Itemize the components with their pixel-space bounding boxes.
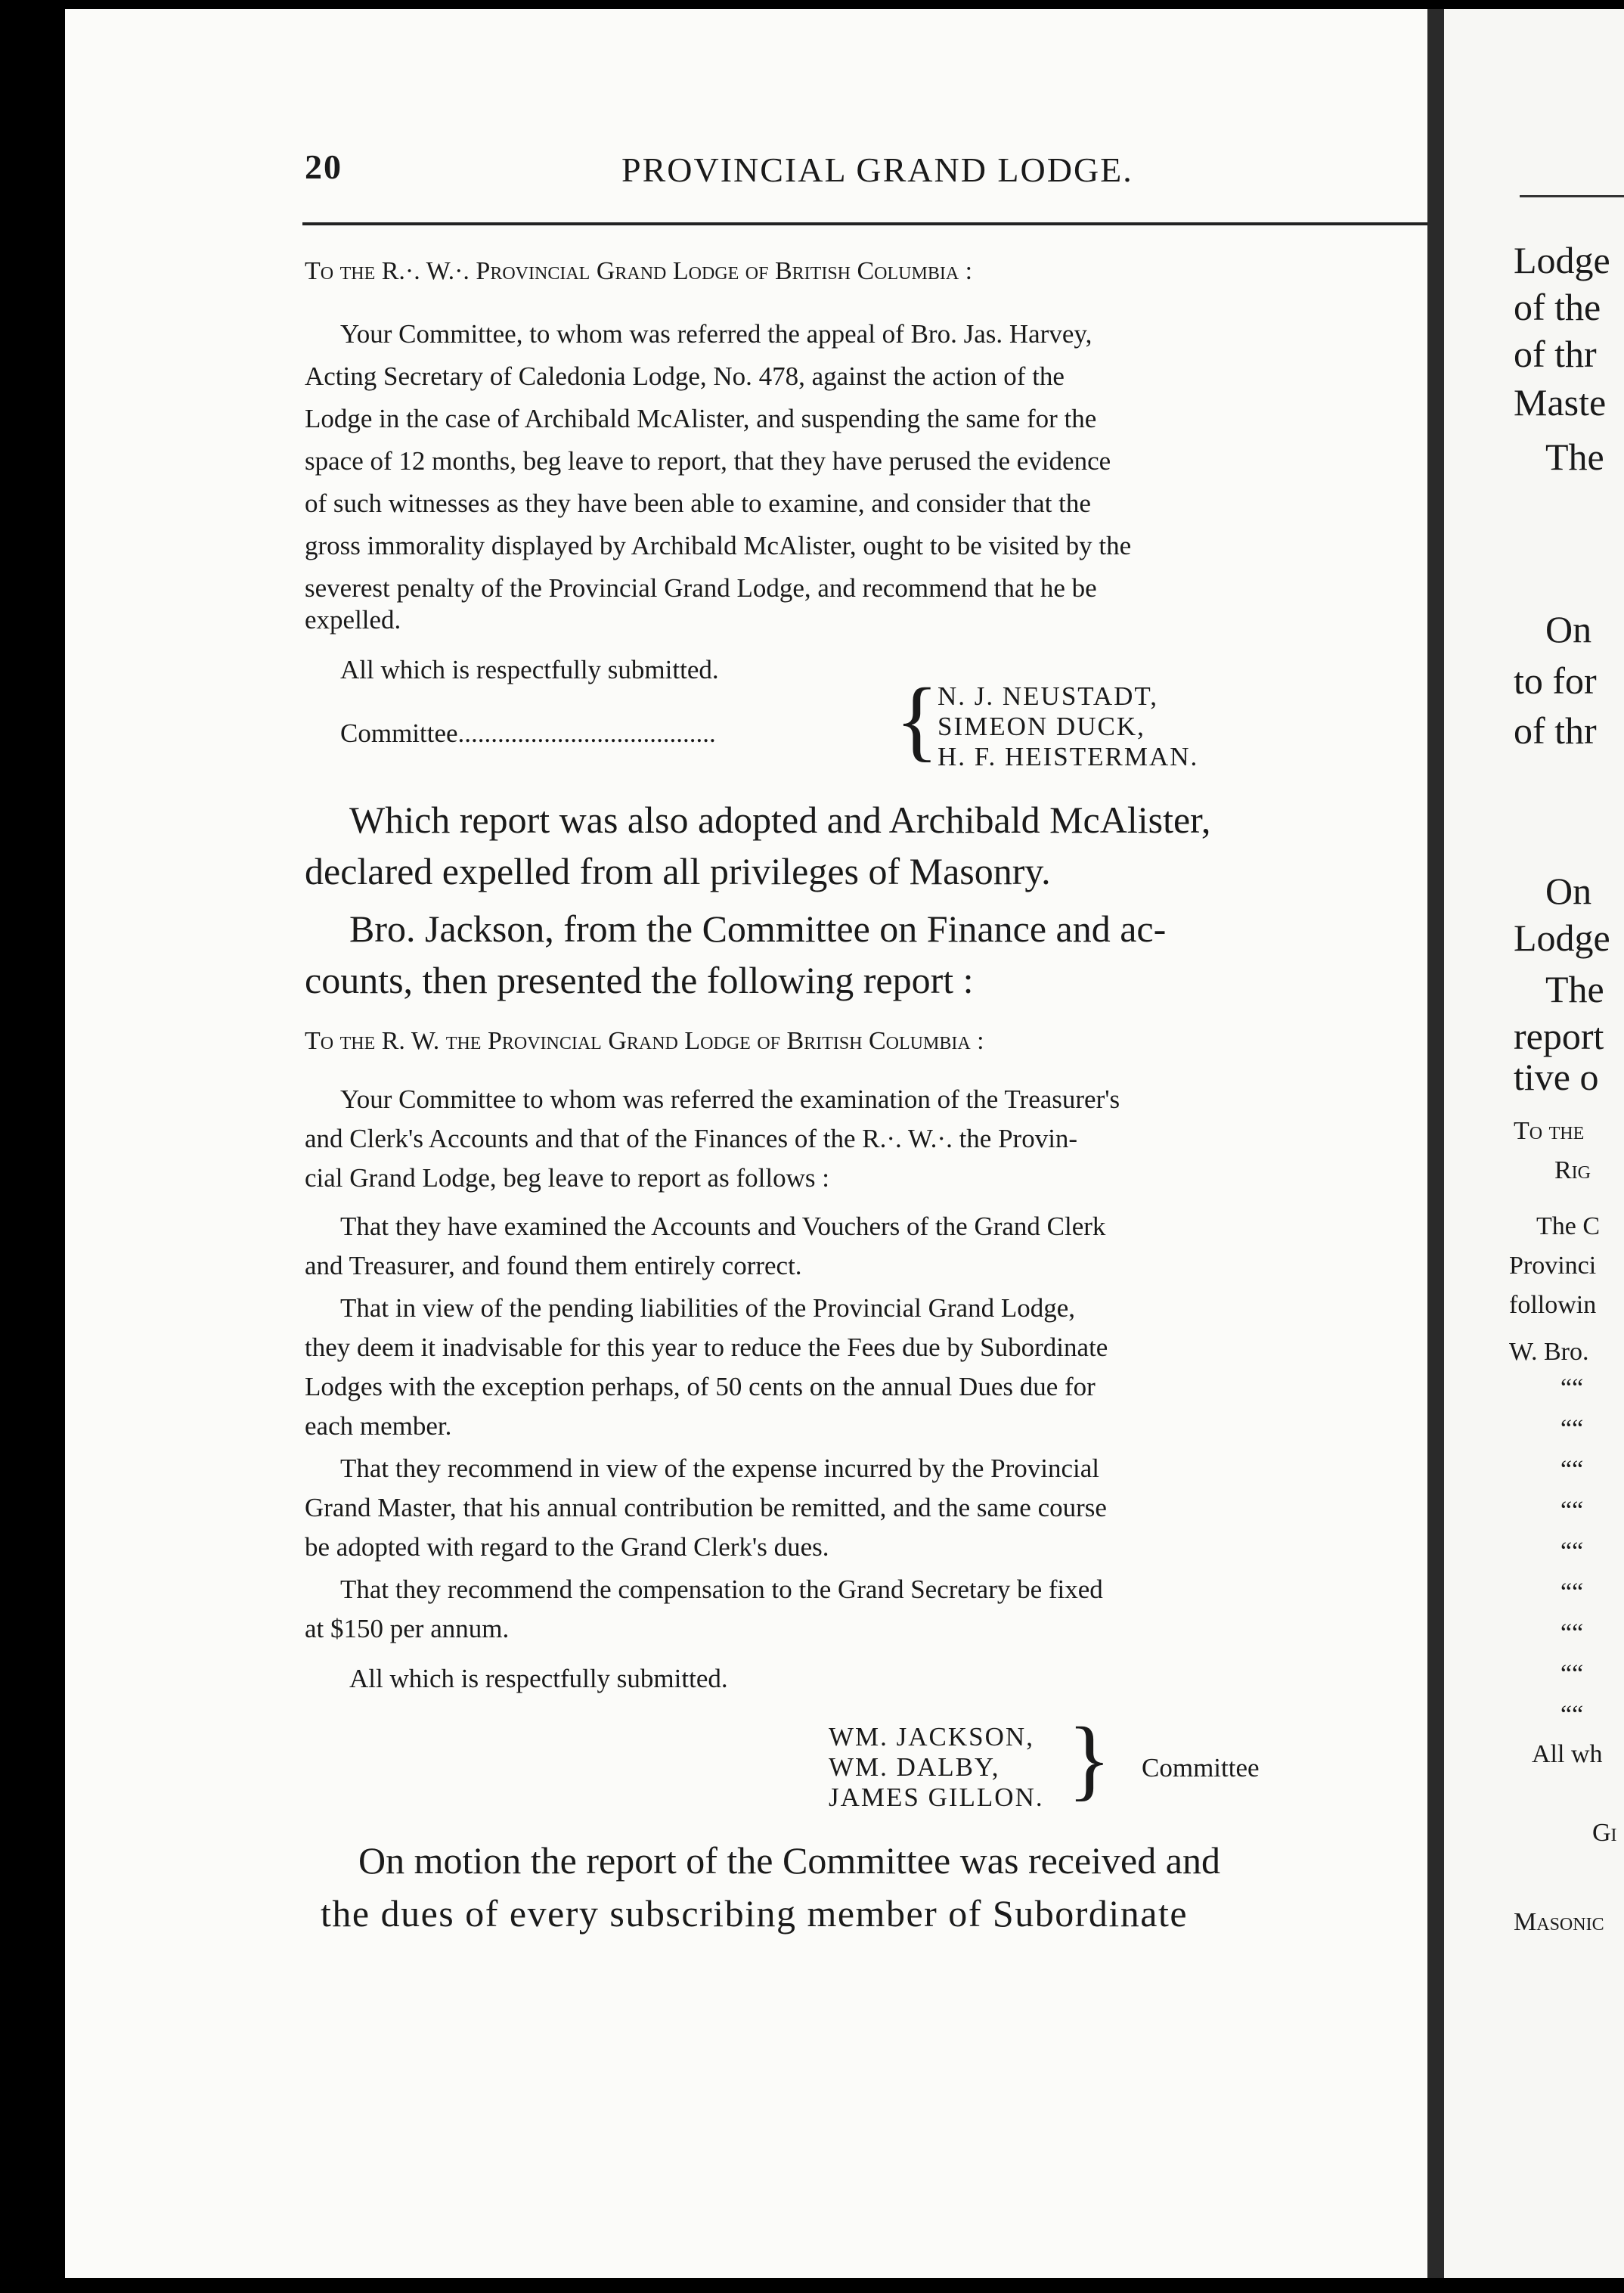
report2-line: be adopted with regard to the Grand Clerk's dues. <box>305 1532 829 1562</box>
right-line: Masonic <box>1514 1908 1604 1936</box>
report2-line: That in view of the pending liabilities of the Provincial Grand Lodge, <box>340 1293 1075 1323</box>
report1-line: severest penalty of the Provincial Grand Lodge, and recommend that he be <box>305 573 1097 603</box>
report2-line: That they recommend the compensation to the Grand Secretary be fixed <box>340 1575 1103 1604</box>
right-line: W. Bro. <box>1509 1338 1589 1366</box>
report2-line: they deem it inadvisable for this year to reduce the Fees due by Subordinate <box>305 1333 1108 1362</box>
signatory: JAMES GILLON. <box>829 1783 1044 1812</box>
ditto-mark: ““ <box>1560 1701 1584 1729</box>
right-line: Lodge <box>1514 239 1610 281</box>
narrative-line: On motion the report of the Committee was received and <box>358 1839 1220 1882</box>
report1-line: expelled. <box>305 605 401 635</box>
narrative-line: Bro. Jackson, from the Committee on Finance and ac- <box>349 908 1167 950</box>
right-line: of thr <box>1514 333 1597 375</box>
right-line: On <box>1545 870 1592 912</box>
report2-line: Your Committee to whom was referred the examination of the Treasurer's <box>340 1084 1120 1114</box>
report2-line: at $150 per annum. <box>305 1614 510 1643</box>
committee-label: Committee <box>1142 1753 1260 1783</box>
signatory: WM. DALBY, <box>829 1752 1000 1782</box>
right-line: Provinci <box>1509 1252 1597 1280</box>
right-line: Rig <box>1554 1156 1591 1184</box>
right-line: of the <box>1514 286 1601 328</box>
ditto-mark: ““ <box>1560 1537 1584 1565</box>
right-line: followin <box>1509 1291 1597 1319</box>
right-line: Lodge <box>1514 917 1610 959</box>
right-line: tive o <box>1514 1056 1599 1098</box>
report2-closing: All which is respectfully submitted. <box>349 1664 728 1693</box>
signatory: SIMEON DUCK, <box>938 712 1145 741</box>
brace: { <box>895 669 939 770</box>
signatory: N. J. NEUSTADT, <box>938 681 1158 711</box>
committee-label: Committee....................................... <box>340 718 716 748</box>
right-line: Gi <box>1592 1819 1617 1847</box>
brace: } <box>1068 1708 1111 1809</box>
right-line: On <box>1545 608 1592 650</box>
right-line: The C <box>1536 1212 1601 1240</box>
report2-line: Lodges with the exception perhaps, of 50 cents on the annual Dues due for <box>305 1372 1096 1401</box>
ditto-mark: ““ <box>1560 1456 1584 1484</box>
report2-address: To the R. W. the Provincial Grand Lodge of British Columbia : <box>305 1027 984 1055</box>
report2-line: each member. <box>305 1411 452 1441</box>
report1-line: Lodge in the case of Archibald McAlister, and suspending the same for the <box>305 404 1097 433</box>
ditto-mark: ““ <box>1560 1374 1584 1402</box>
right-line: Maste <box>1514 381 1607 424</box>
right-page <box>1444 9 1624 2278</box>
ditto-mark: ““ <box>1560 1660 1584 1688</box>
report2-line: Grand Master, that his annual contribution be remitted, and the same course <box>305 1493 1107 1522</box>
report1-line: space of 12 months, beg leave to report, that they have perused the evidence <box>305 446 1111 476</box>
page-number: 20 <box>305 147 342 186</box>
report1-line: gross immorality displayed by Archibald McAlister, ought to be visited by the <box>305 531 1132 560</box>
report2-line: That they recommend in view of the expense incurred by the Provincial <box>340 1454 1099 1483</box>
narrative-line: Which report was also adopted and Archibald McAlister, <box>349 799 1211 841</box>
ditto-mark: ““ <box>1560 1497 1584 1525</box>
signatory: WM. JACKSON, <box>829 1722 1034 1752</box>
running-title: PROVINCIAL GRAND LODGE. <box>621 150 1133 189</box>
report1-line: Acting Secretary of Caledonia Lodge, No. 478, against the action of the <box>305 361 1065 391</box>
ditto-mark: ““ <box>1560 1578 1584 1606</box>
right-line: All wh <box>1532 1740 1603 1768</box>
left-page <box>65 9 1427 2278</box>
right-line: of thr <box>1514 709 1597 752</box>
report2-line: and Treasurer, and found them entirely correct. <box>305 1251 802 1280</box>
report1-line: of such witnesses as they have been able to examine, and consider that the <box>305 489 1091 518</box>
narrative-line: counts, then presented the following report : <box>305 959 974 1001</box>
signatory: H. F. HEISTERMAN. <box>938 742 1199 771</box>
narrative-line: declared expelled from all privileges of Masonry. <box>305 850 1051 892</box>
header-rule <box>302 222 1452 225</box>
ditto-mark: ““ <box>1560 1415 1584 1443</box>
right-line: The <box>1545 436 1604 478</box>
report2-line: That they have examined the Accounts and Vouchers of the Grand Clerk <box>340 1212 1106 1241</box>
header-rule <box>1520 195 1624 197</box>
report1-address: To the R.·. W.·. Provincial Grand Lodge of British Columbia : <box>305 257 973 285</box>
book-gutter <box>1427 9 1444 2278</box>
right-line: The <box>1545 968 1604 1010</box>
right-line: report <box>1514 1015 1604 1057</box>
report1-line: Your Committee, to whom was referred the appeal of Bro. Jas. Harvey, <box>340 319 1092 349</box>
report2-line: and Clerk's Accounts and that of the Finances of the R.·. W.·. the Provin- <box>305 1124 1078 1153</box>
right-line: to for <box>1514 659 1597 702</box>
report2-line: cial Grand Lodge, beg leave to report as follows : <box>305 1163 829 1193</box>
report1-closing: All which is respectfully submitted. <box>340 655 719 684</box>
ditto-mark: ““ <box>1560 1619 1584 1647</box>
right-line: To the <box>1514 1117 1585 1145</box>
narrative-line: the dues of every subscribing member of Subordinate <box>321 1892 1189 1935</box>
